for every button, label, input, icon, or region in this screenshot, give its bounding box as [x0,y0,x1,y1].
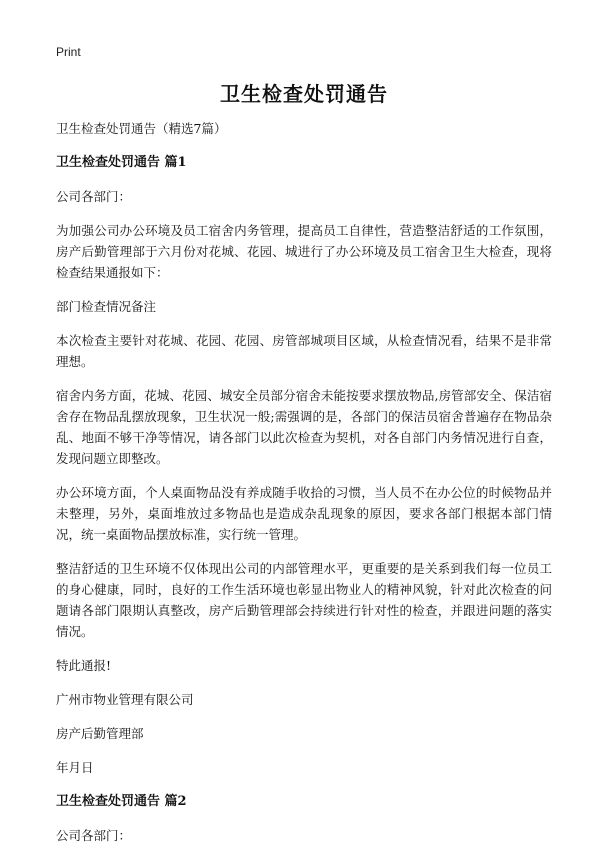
signature-department: 房产后勤管理部 [56,726,144,741]
salutation: 公司各部门： [56,189,132,204]
paragraph: 办公环境方面，个人桌面物品没有养成随手收拾的习惯，当人员不在办公位的时候物品并未整理，另外，桌面堆放过多物品也是造成杂乱现象的原因，要求各部门根据本部门情况，统一桌面物品摆放标准，实行统一管理。 [56,485,552,542]
salutation: 公司各部门： [56,828,132,843]
document-subtitle: 卫生检查处罚通告（精选7篇） [56,121,227,136]
paragraph: 宿舍内务方面，花城、花园、城安全员部分宿舍未能按要求摆放物品,房管部安全、保洁宿舍存在物品乱摆放现象，卫生状况一般;需强调的是，各部门的保洁员宿舍普遍存在物品杂乱、地面不够干净等情况，请各部门以此次检查为契机，对各自部门内务情况进行自查，发现问题立即整改。 [56,388,552,466]
print-link[interactable]: Print [56,45,81,59]
paragraph: 部门检查情况备注 [56,299,157,314]
paragraph: 整洁舒适的卫生环境不仅体现出公司的内部管理水平，更重要的是关系到我们每一位员工的身心健康，同时，良好的工作生活环境也彰显出物业人的精神风貌，针对此次检查的问题请各部门限期认真整改，房产后勤管理部会持续进行针对性的检查，并跟进问题的落实情况。 [56,561,552,639]
section-heading: 卫生检查处罚通告 篇1 [56,155,187,170]
page-title: 卫生检查处罚通告 [220,82,388,106]
section-heading: 卫生检查处罚通告 篇2 [56,794,187,809]
document-body [56,118,552,859]
signature-date: 年月日 [56,760,94,775]
closing-notice: 特此通报! [56,658,112,673]
paragraph: 本次检查主要针对花城、花园、花园、房管部城项目区域，从检查情况看，结果不是非常理想。 [56,333,552,369]
paragraph: 为加强公司办公环境及员工宿舍内务管理，提高员工自律性，营造整洁舒适的工作氛围，房产后勤管理部于六月份对花城、花园、城进行了办公环境及员工宿舍卫生大检查，现将检查结果通报如下： [56,223,552,280]
signature-company: 广州市物业管理有限公司 [56,692,194,707]
